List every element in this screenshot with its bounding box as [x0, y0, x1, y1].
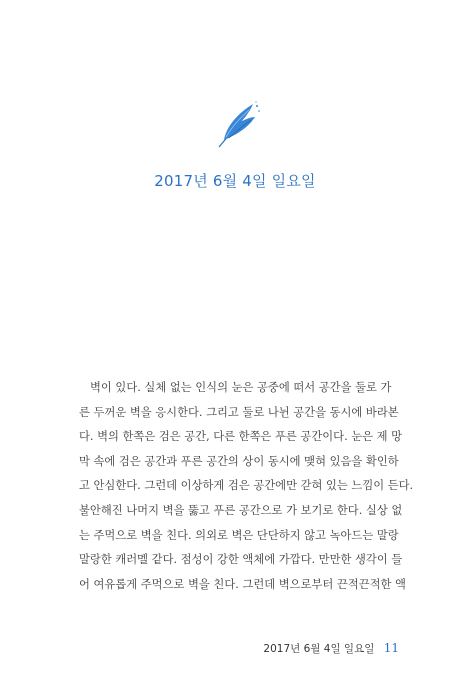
page-number: 11 — [383, 641, 399, 655]
body-line: 른 두꺼운 벽을 응시한다. 그리고 둘로 나뉜 공간을 동시에 바라본 — [79, 405, 399, 419]
body-line: 벽이 있다. 실체 없는 인식의 눈은 공중에 떠서 공간을 둘로 가 — [90, 381, 392, 394]
running-head: 2017년 6월 4일 일요일 — [263, 643, 375, 655]
body-line: 막 속에 검은 공간과 푸른 공간의 상이 동시에 맺혀 있음을 확인하 — [79, 454, 399, 468]
body-line: 불안해진 나머지 벽을 뚫고 푸른 공간으로 가 보기로 한다. 실상 없 — [79, 503, 403, 517]
body-line: 는 주먹으로 벽을 친다. 의외로 벽은 단단하지 않고 녹아드는 말랑 — [79, 528, 399, 542]
page-footer — [263, 641, 399, 656]
body-line: 말랑한 캐러멜 같다. 점성이 강한 액체에 가깝다. 만만한 생각이 들 — [79, 553, 403, 567]
body-line: 고 안심한다. 그런데 이상하게 검은 공간에만 갇혀 있는 느낌이 든다. — [79, 479, 414, 493]
feather-icon — [215, 100, 265, 150]
body-line: 어 여유롭게 주먹으로 벽을 친다. 그런데 벽으로부터 끈적끈적한 액 — [79, 577, 406, 591]
page-title-date: 2017년 6월 4일 일요일 — [154, 172, 316, 190]
body-line: 다. 벽의 한쪽은 검은 공간, 다른 한쪽은 푸른 공간이다. 눈은 제 망 — [79, 430, 403, 444]
body-paragraph — [79, 376, 414, 597]
